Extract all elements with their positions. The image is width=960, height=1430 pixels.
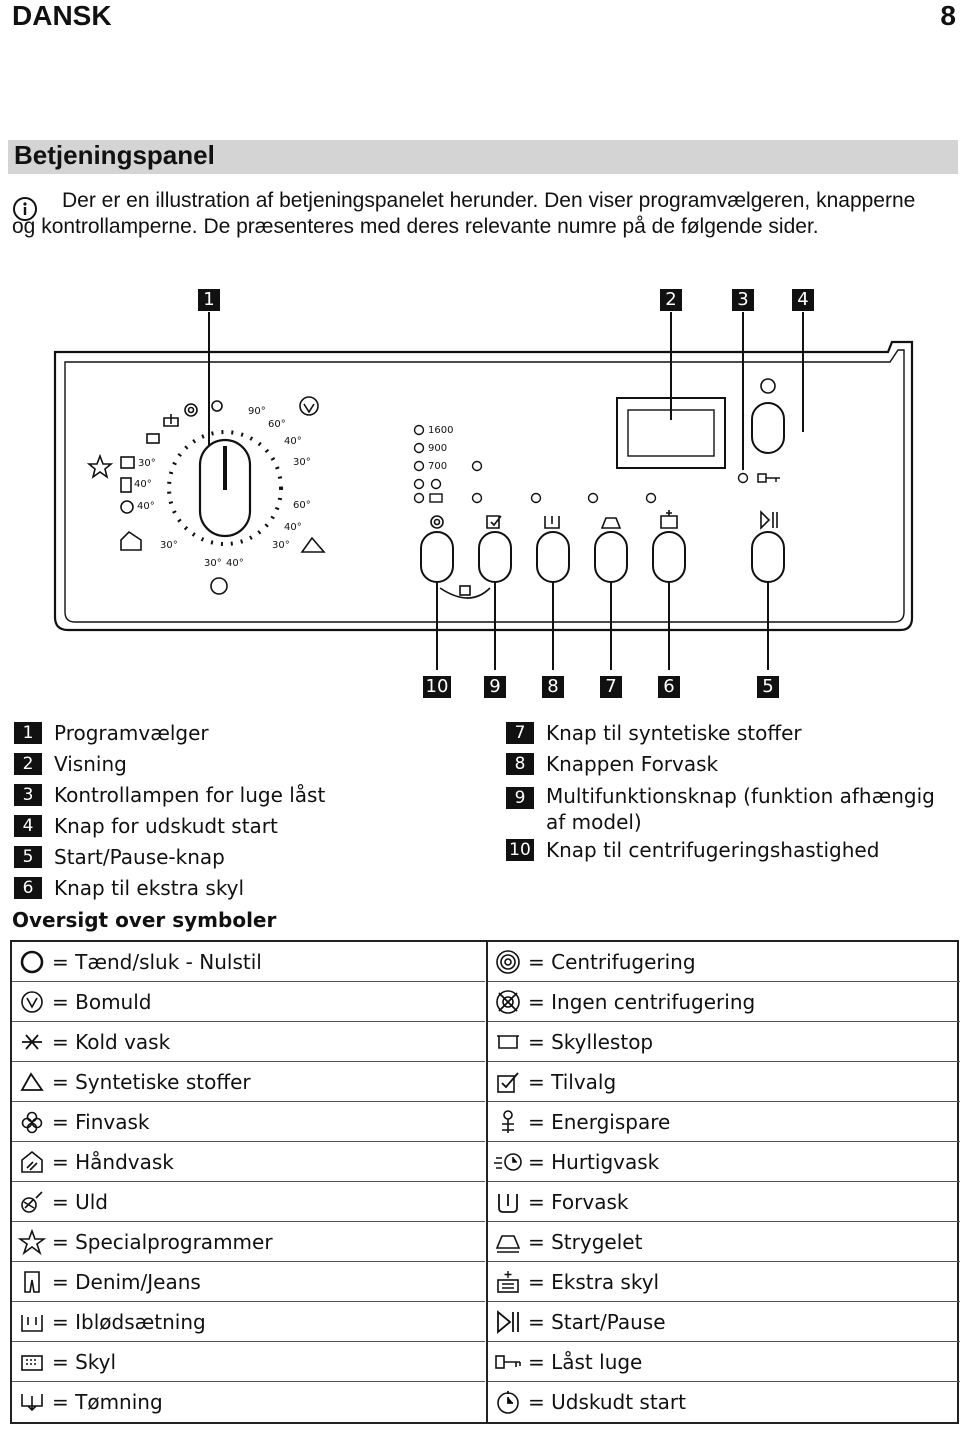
symbol-row [488,982,960,1022]
symbol-row [12,1302,485,1342]
section-bar [8,140,958,174]
dial-temp: 30° [138,458,156,469]
easy-iron-led [589,494,598,503]
info-text: Der er en illustration af betjeningspanelet herunder. Den viser programvælgeren, knapperne og kontrollamperne. De præsenteres med deres relevante numre på de følgende sider. [12,189,916,238]
speed-led [415,494,424,503]
callout-9: 9 [484,676,506,698]
callout-2: 2 [660,289,682,311]
legend-item: 6 Knap til ekstra skyl [14,873,474,904]
program-selector-dial[interactable] [169,432,281,544]
symbol-row [12,982,485,1022]
symbol-label: = Håndvask [52,1149,174,1174]
dial-power-icon [212,401,222,411]
extra-rinse-icon [494,1268,522,1296]
drain-icon [18,1388,46,1416]
jeans-icon [18,1268,46,1296]
symbol-row [12,942,485,982]
dial-temp: 60° [293,500,311,511]
symbol-label: = Tilvalg [528,1069,617,1094]
page-number: 8 [940,0,956,31]
callout-8: 8 [542,676,564,698]
power-icon [18,948,46,976]
star-icon [18,1228,46,1256]
dial-temp: 40° [226,558,244,569]
symbol-row [12,1182,485,1222]
legend-item: 2 Visning [14,749,474,780]
symbol-row [12,1222,485,1262]
spin-panel-icon [431,516,443,528]
symbol-label: = Start/Pause [528,1309,666,1334]
dial-jeans-icon [121,478,131,492]
symbol-label: = Uld [52,1189,109,1214]
symbols-heading: Oversigt over symboler [12,908,277,932]
symbol-label: = Iblødsætning [52,1309,206,1334]
no-spin-led-icon [432,480,441,489]
dial-soak-icon [121,457,134,468]
door-lock-icon [494,1348,522,1376]
speed-led [415,480,424,489]
rinse-hold-icon [494,1028,522,1056]
dial-temp: 90° [248,406,266,417]
dial-temp: 30° [160,540,178,551]
door-lock-led [739,474,748,483]
legend-item: 7 Knap til syntetiske stoffer [506,718,958,749]
dial-temp: 40° [137,501,155,512]
symbol-label: = Låst luge [528,1349,643,1374]
symbol-label: = Specialprogrammer [52,1229,273,1254]
speed-label: 700 [428,461,448,472]
prewash-panel-icon [545,516,559,528]
energy-led [473,462,482,471]
header-language: DANSK [12,0,112,31]
symbol-row [12,1142,485,1182]
dial-rinse-icon [147,434,159,443]
symbol-row [12,1382,485,1422]
dial-temp: 40° [284,522,302,533]
start-pause-icon [494,1308,522,1336]
easy-iron-panel-icon [602,518,620,528]
no-spin-icon [494,988,522,1016]
delay-start-panel-icon [761,379,775,393]
symbol-label: = Skyl [52,1349,117,1374]
dial-spin-icon [185,404,197,416]
symbol-row [12,1342,485,1382]
legend-item: 4 Knap for udskudt start [14,811,474,842]
callout-7: 7 [600,676,622,698]
rinse-icon [18,1348,46,1376]
multifunction-button[interactable] [479,532,511,582]
prewash-button[interactable] [537,532,569,582]
dial-temp: 30° [204,558,222,569]
prewash-led [532,494,541,503]
legend-item: 1 Programvælger [14,718,474,749]
dial-temp: 40° [134,479,152,490]
symbol-label: = Forvask [528,1189,629,1214]
symbol-label: = Hurtigvask [528,1149,660,1174]
symbol-label: = Energispare [528,1109,671,1134]
symbol-label: = Bomuld [52,989,152,1014]
speed-led [415,426,424,435]
legend-item: 10 Knap til centrifugeringshastighed [506,835,958,866]
symbol-label: = Ekstra skyl [528,1269,660,1294]
legend-item: 3 Kontrollampen for luge låst [14,780,474,811]
section-title: Betjeningspanel [14,140,215,170]
option-panel-icon [487,516,501,528]
legend-item: 8 Knappen Forvask [506,749,958,780]
dial-wool-icon [121,501,133,513]
symbol-label: = Centrifugering [528,949,696,974]
symbol-label: = Syntetiske stoffer [52,1069,251,1094]
quick-wash-icon [494,1148,522,1176]
legend-item: 9 Multifunktionsknap (funktion afhængig af model) [506,783,958,835]
symbol-label: = Denim/Jeans [52,1269,201,1294]
child-lock-arc [440,588,490,598]
symbol-row [488,1102,960,1142]
speed-led [415,444,424,453]
dial-synthetics-icon [302,538,324,552]
symbol-row [488,1302,960,1342]
extra-rinse-panel-icon [661,510,677,528]
dial-temp: 40° [284,436,302,447]
energy-saver-icon [494,1108,522,1136]
prewash-icon [494,1188,522,1216]
dial-cotton-icon [300,397,318,415]
option-icon [494,1068,522,1096]
symbol-label: = Skyllestop [528,1029,654,1054]
symbol-label: = Tænd/sluk - Nulstil [52,949,262,974]
symbol-label: = Tømning [52,1390,163,1414]
callout-10: 10 [423,676,451,698]
rinse-hold-led-icon [430,494,442,502]
dial-temp: 30° [272,540,290,551]
symbol-row [488,1182,960,1222]
handwash-icon [18,1148,46,1176]
symbol-label: = Ingen centrifugering [528,989,756,1014]
speed-label: 900 [428,443,448,454]
dial-temp: 60° [268,419,286,430]
easy-iron-icon [494,1228,522,1256]
symbol-row [488,1022,960,1062]
quick-led [473,494,482,503]
speed-label: 1600 [428,425,454,436]
dial-star-icon [89,456,111,477]
symbol-row [488,1142,960,1182]
callout-5: 5 [757,676,779,698]
callout-3: 3 [732,289,754,311]
start-pause-button[interactable] [752,532,784,582]
delicates-icon [18,1108,46,1136]
symbol-row [488,1062,960,1102]
soak-icon [18,1308,46,1336]
legend-item: 5 Start/Pause-knap [14,842,474,873]
symbol-label: = Strygelet [528,1229,643,1254]
cotton-icon [18,988,46,1016]
delay-start-icon [494,1388,522,1416]
child-lock-icon [460,586,470,595]
dial-temp: 30° [293,457,311,468]
symbols-table [10,940,959,1424]
symbol-label: = Udskudt start [528,1390,686,1414]
symbol-row [488,1342,960,1382]
extra-rinse-button[interactable] [653,532,685,582]
symbol-row [12,1062,485,1102]
panel-outline [55,342,912,630]
callout-4: 4 [792,289,814,311]
spin-speed-button[interactable] [421,532,453,582]
symbol-row [12,1262,485,1302]
delay-start-button[interactable] [752,403,784,453]
symbol-row [488,1382,960,1422]
control-panel-illustration [0,280,960,670]
legend-left [14,718,474,904]
synthetics-icon [18,1068,46,1096]
symbol-row [488,942,960,982]
symbol-row [12,1102,485,1142]
wool-icon [18,1188,46,1216]
dial-handwash-icon [121,532,141,550]
symbol-label: = Finvask [52,1109,150,1134]
callout-6: 6 [658,676,680,698]
cold-wash-icon [18,1028,46,1056]
symbols-right-column [486,942,960,1422]
dial-delicates-icon [211,578,227,594]
symbol-row [12,1022,485,1062]
synthetics-button[interactable] [595,532,627,582]
dial-drain-icon [164,414,178,426]
extra-rinse-led [647,494,656,503]
spin-icon [494,948,522,976]
symbols-left-column [12,942,485,1422]
start-pause-panel-icon [761,512,777,528]
callout-1: 1 [198,289,220,311]
door-lock-panel-icon [758,474,780,482]
symbol-label: = Kold vask [52,1029,171,1054]
speed-led [415,462,424,471]
symbol-row [488,1222,960,1262]
legend-right [506,718,958,866]
symbol-row [488,1262,960,1302]
